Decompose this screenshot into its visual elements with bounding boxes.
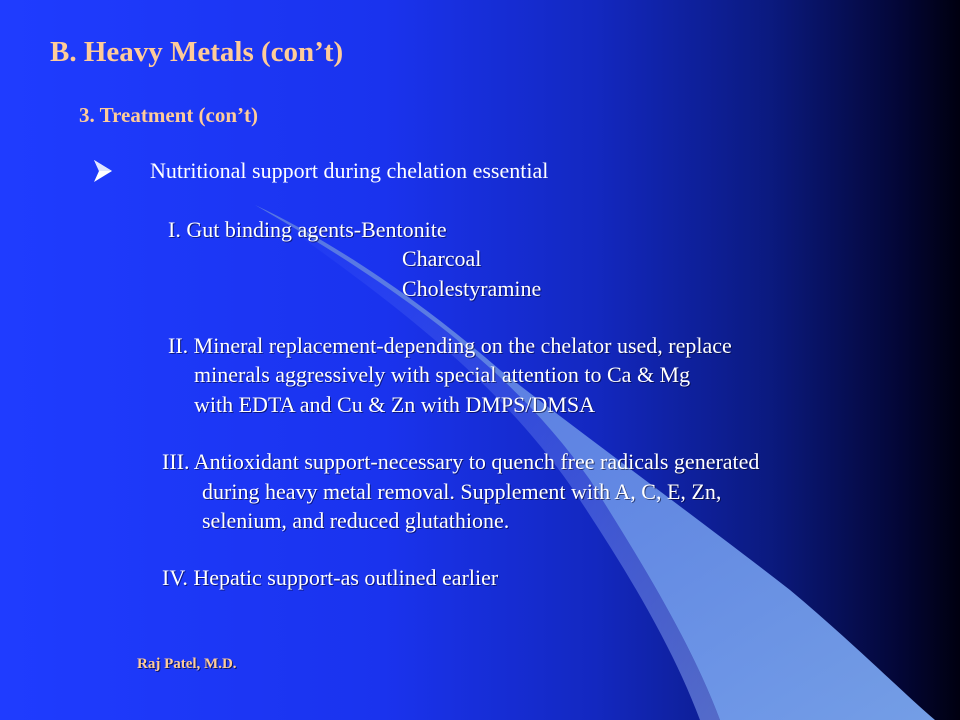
item1-line1: I. Gut binding agents-Bentonite bbox=[168, 217, 447, 242]
item4-line1: IV. Hepatic support-as outlined earlier bbox=[162, 565, 499, 590]
item3-line1: III. Antioxidant support-necessary to quench free radicals generated bbox=[162, 449, 760, 474]
section-subtitle: 3. Treatment (con’t) bbox=[79, 103, 259, 127]
page-title: B. Heavy Metals (con’t) bbox=[50, 36, 344, 68]
arrow-bullet-icon bbox=[92, 158, 114, 184]
item2-line2: minerals aggressively with special attention to Ca & Mg bbox=[194, 362, 691, 387]
footer-author: Raj Patel, M.D. bbox=[137, 656, 237, 672]
item3-line3: selenium, and reduced glutathione. bbox=[202, 508, 510, 533]
item2-line3: with EDTA and Cu & Zn with DMPS/DMSA bbox=[194, 392, 595, 417]
item3-line2: during heavy metal removal. Supplement with A, C, E, Zn, bbox=[202, 479, 722, 504]
item1-line2: Charcoal bbox=[402, 246, 482, 271]
item1-line3: Cholestyramine bbox=[402, 276, 542, 301]
bullet-text: Nutritional support during chelation essential bbox=[150, 158, 549, 183]
item2-line1: II. Mineral replacement-depending on the chelator used, replace bbox=[168, 333, 732, 358]
